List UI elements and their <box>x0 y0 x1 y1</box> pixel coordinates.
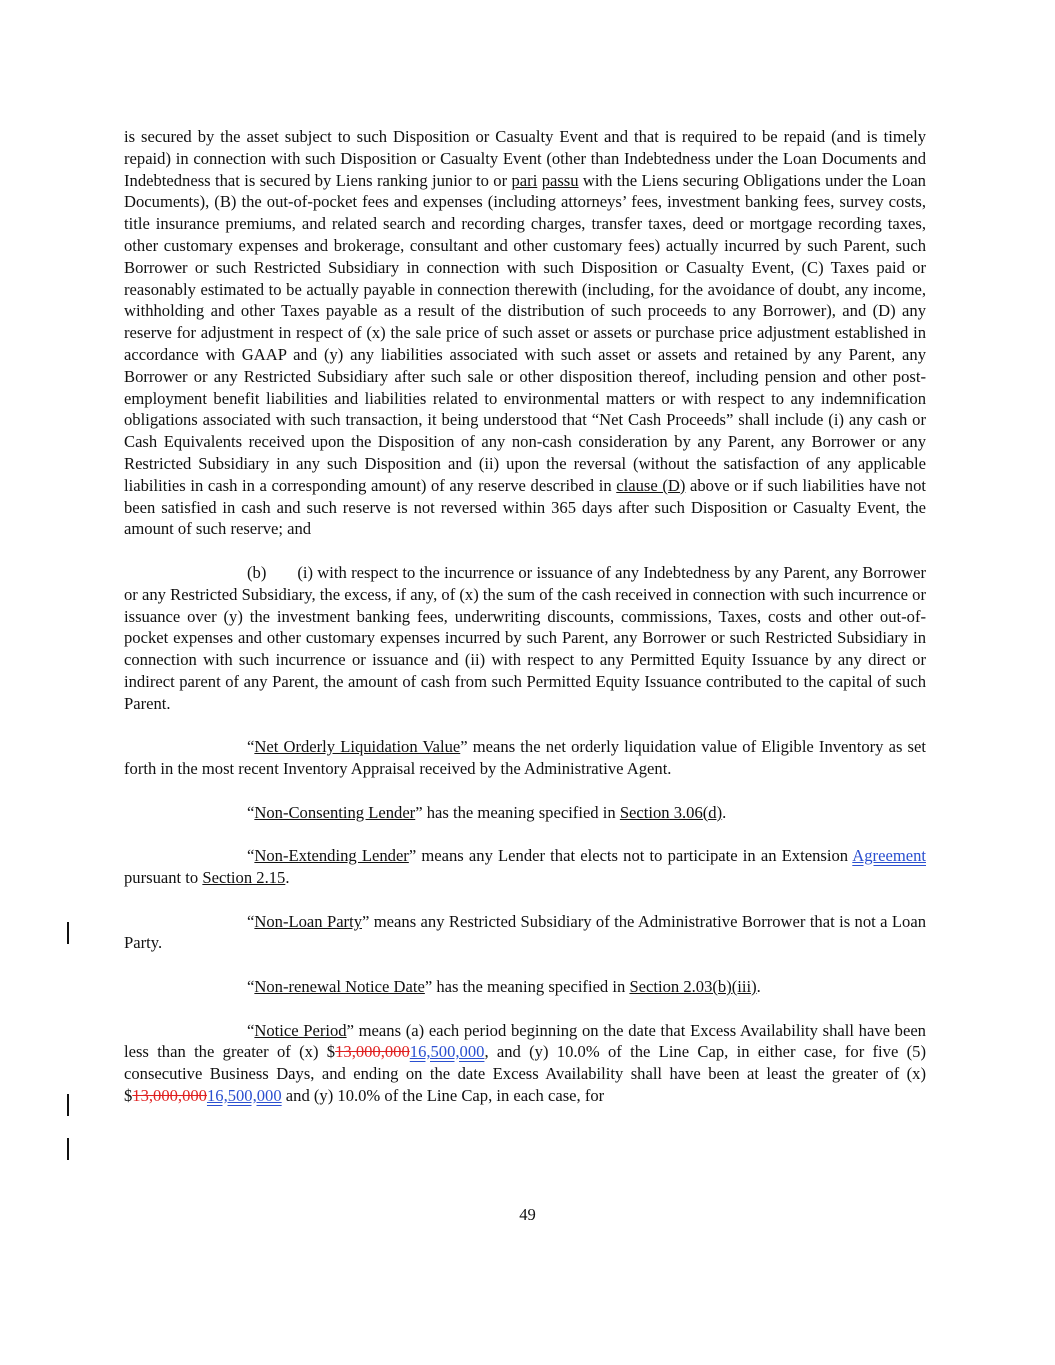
passu-term: passu <box>541 170 579 190</box>
clause-b-label: (b) <box>247 562 267 582</box>
defined-term: Non-Loan Party <box>254 911 362 931</box>
net-cash-proceeds-continuation: is secured by the asset subject to such Disposition or Casualty Event and that is required to be repaid (and is timely repaid) in connection with such Disposition or Casualty Event (other than Indebtedness under the Loan Documents and Indebtedness that is secured by Liens ranking junior to or pari passu with the Liens securing Obligations under the Loan Documents), (B) the out-of-pocket fees and expenses (including attorneys’ fees, investment banking fees, survey costs, title insurance premiums, and related search and recording charges, transfer taxes, deed or mortgage recording taxes, other customary expenses and brokerage, consultant and other customary fees) actually incurred by such Parent, such Borrower or such Restricted Subsidiary in connection with such Disposition or Casualty Event, (C) Taxes paid or reasonably estimated to be actually payable in connection therewith (including, for the avoidance of doubt, any income, withholding and other Taxes payable as a result of the distribution of such proceeds to any Borrower), and (D) any reserve for adjustment in respect of (x) the sale price of such asset or assets or purchase price adjustment established in accordance with GAAP and (y) any liabilities associated with such asset or assets and retained by any Parent, any Borrower or any Restricted Subsidiary after such sale or other disposition thereof, including pension and other post-employment benefit liabilities and liabilities related to environmental matters or with respect to any indemnification obligations associated with such transaction, it being understood that “Net Cash Proceeds” shall include (i) any cash or Cash Equivalents received upon the Disposition of any non-cash consideration by any Parent, any Borrower or any Restricted Subsidiary in any such Disposition and (ii) upon the reversal (without the satisfaction of any applicable liabilities in cash in a corresponding amount) of any reserve described in clause (D) above or if such liabilities have not been satisfied in cash and such reserve is not reversed within 365 days after such Disposition or Casualty Event, the amount of such reserve; and <box>124 127 926 539</box>
page-number: 49 <box>519 1205 536 1224</box>
section-reference: Section 2.03(b)(iii) <box>629 977 757 997</box>
definition-notice-period: “Notice Period” means (a) each period beginning on the date that Excess Availability shall have been less than the greater of (x) $13,000,00016,500,000, and (y) 10.0% of the Line Cap, in either case, for five (5) consecutive Business Days, and ending on the date Excess Availability shall have been at least the greater of (x) $13,000,00016,500,000 and (y) 10.0% of the Line Cap, in each case, for <box>124 1020 926 1106</box>
deleted-amount: 13,000,000 <box>132 1086 207 1106</box>
change-bar-notice-period-1 <box>67 1094 69 1116</box>
inserted-text: Agreement <box>852 846 926 866</box>
definition-non-consenting-lender: “Non-Consenting Lender” has the meaning specified in Section 3.06(d). <box>247 802 727 822</box>
inserted-amount: 16,500,000 <box>409 1042 485 1062</box>
pari-term: pari <box>511 170 538 190</box>
defined-term: Non-Extending Lender <box>254 846 409 866</box>
clause-b-paragraph: (b) (i) with respect to the incurrence or issuance of any Indebtedness by any Parent, any Borrower or any Restricted Subsidiary, the excess, if any, of (x) the sum of the cash received in connection with such incurrence or issuance over (y) the investment banking fees, underwriting discounts, commissions, Taxes, costs and other out-of-pocket expenses and other customary expenses incurred by such Parent, any Borrower or such Restricted Subsidiary in connection with such incurrence or issuance and (ii) with respect to any Permitted Equity Issuance by any direct or indirect parent of any Parent, the amount of cash from such Permitted Equity Issuance contributed to the capital of such Parent. <box>124 562 926 713</box>
definition-non-renewal-notice-date: “Non-renewal Notice Date” has the meaning specified in Section 2.03(b)(iii). <box>247 977 761 997</box>
section-reference: Section 2.15 <box>202 868 286 888</box>
clause-d-reference: clause (D) <box>616 475 686 495</box>
document-body <box>124 126 926 1107</box>
definition-non-loan-party: “Non-Loan Party” means any Restricted Subsidiary of the Administrative Borrower that is not a Loan Party. <box>124 911 926 953</box>
definition-net-orderly-liquidation-value: “Net Orderly Liquidation Value” means the net orderly liquidation value of Eligible Inventory as set forth in the most recent Inventory Appraisal received by the Administrative Agent. <box>124 737 926 779</box>
defined-term: Non-Consenting Lender <box>254 802 416 822</box>
deleted-amount: 13,000,000 <box>335 1042 410 1062</box>
change-bar-extension-agreement <box>67 922 69 944</box>
inserted-amount: 16,500,000 <box>206 1086 282 1106</box>
definition-non-extending-lender: “Non-Extending Lender” means any Lender that elects not to participate in an Extension Agreement pursuant to Section 2.15. <box>124 846 926 888</box>
change-bar-notice-period-2 <box>67 1138 69 1160</box>
defined-term: Net Orderly Liquidation Value <box>254 737 461 757</box>
defined-term: Notice Period <box>254 1020 347 1040</box>
defined-term: Non-renewal Notice Date <box>254 977 425 997</box>
section-reference: Section 3.06(d) <box>619 802 723 822</box>
